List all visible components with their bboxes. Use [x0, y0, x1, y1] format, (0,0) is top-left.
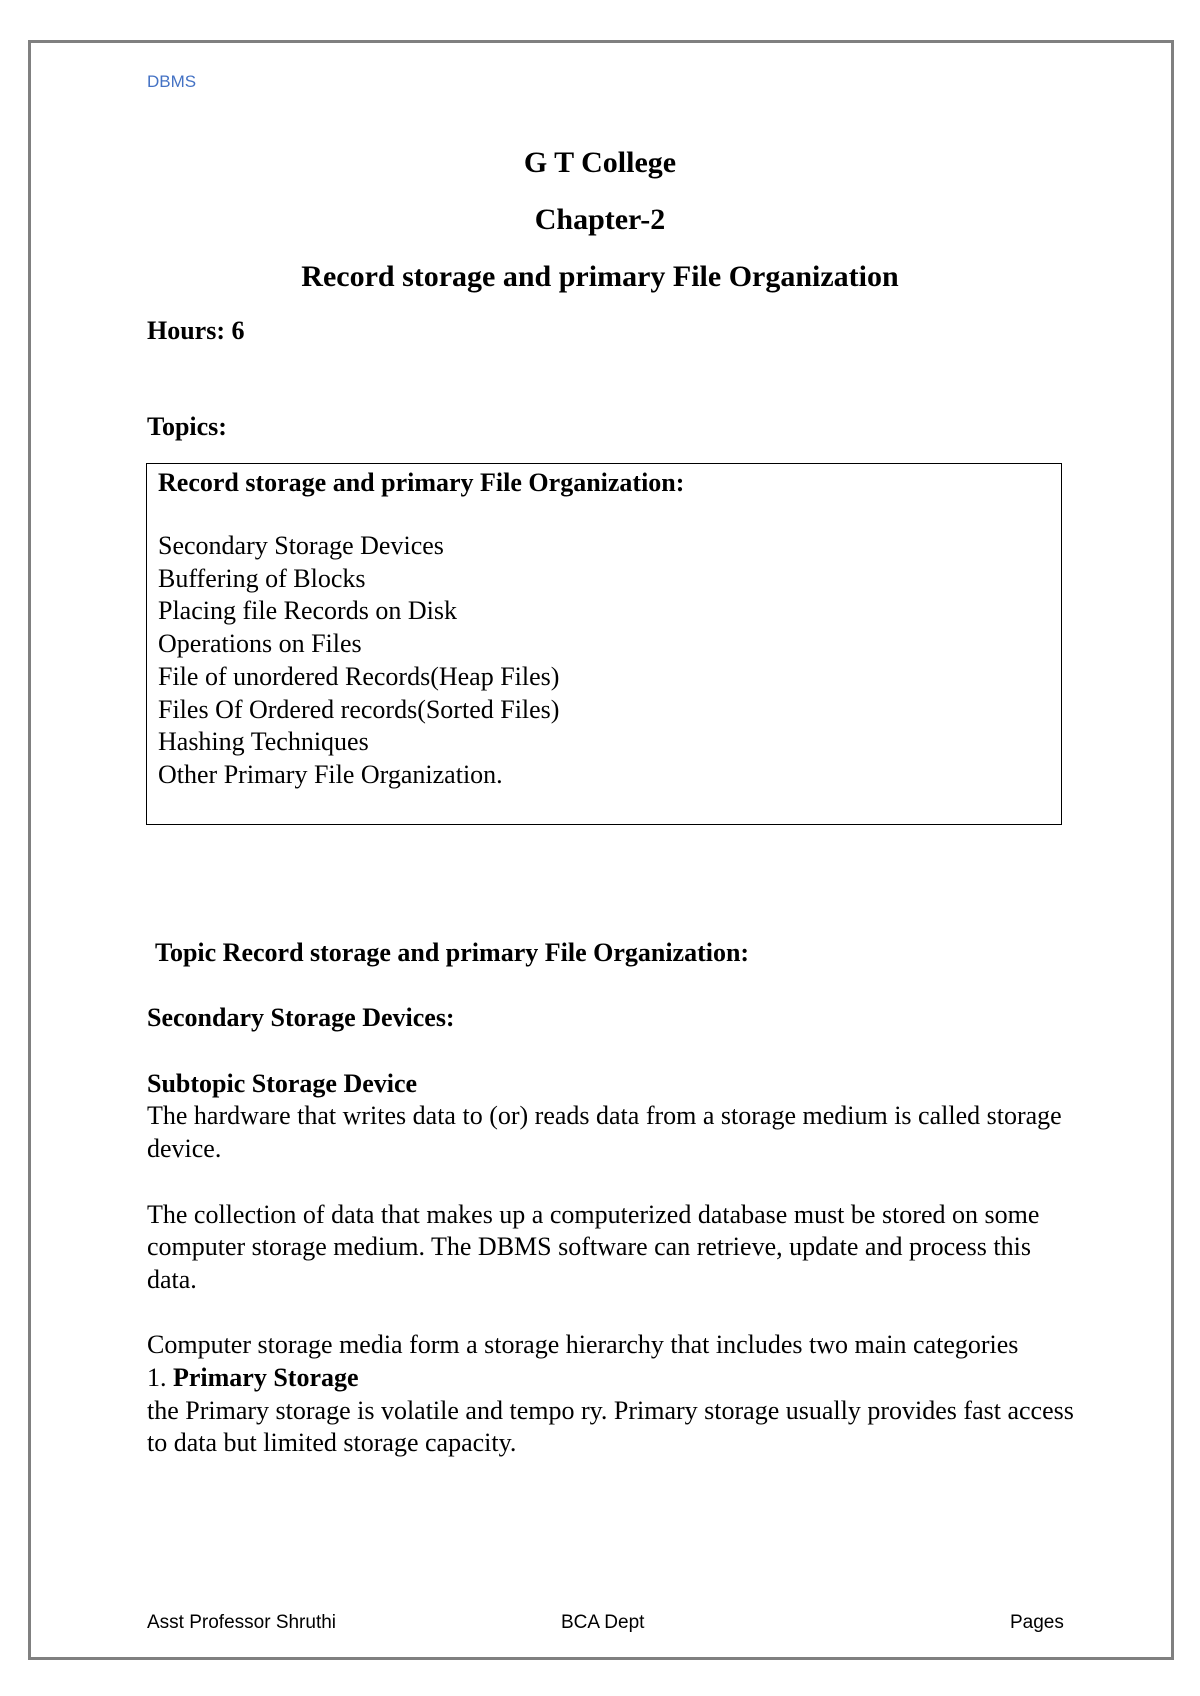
- numbered-heading: [147, 1362, 1077, 1395]
- list-item: Buffering of Blocks: [158, 563, 366, 593]
- topic-heading: Topic Record storage and primary File Organization:: [155, 938, 750, 967]
- list-item: Secondary Storage Devices: [158, 531, 444, 560]
- chapter-number: Chapter-2: [534, 203, 666, 236]
- topics-list: [158, 530, 559, 792]
- list-item: Files Of Ordered records(Sorted Files): [158, 694, 560, 724]
- subtopic-heading: Subtopic Storage Device: [147, 1068, 418, 1098]
- chapter-title: Record storage and primary File Organization: [301, 260, 899, 293]
- college-name: G T College: [523, 146, 677, 179]
- footer-author: Asst Professor Shruthi: [147, 1612, 337, 1633]
- list-item: Other Primary File Organization.: [158, 759, 503, 789]
- paragraph: Computer storage media form a storage hierarchy that includes two main categories: [147, 1330, 1019, 1360]
- item-number: 1.: [147, 1363, 167, 1393]
- list-item: File of unordered Records(Heap Files): [158, 661, 560, 691]
- topics-label: Topics:: [147, 412, 227, 441]
- hours-label: Hours: 6: [147, 316, 245, 345]
- item-heading: Primary Storage: [173, 1363, 359, 1393]
- topics-box-heading: Record storage and primary File Organization:: [158, 468, 685, 497]
- paragraph: The collection of data that makes up a computerized database must be stored on some computer storage medium. The DBMS software can retrieve, update and process this data.: [147, 1199, 1040, 1294]
- section-heading: Secondary Storage Devices:: [147, 1003, 455, 1033]
- list-item: Hashing Techniques: [158, 727, 369, 757]
- footer-department: BCA Dept: [561, 1612, 645, 1633]
- paragraph: the Primary storage is volatile and tempo ry. Primary storage usually provides fast access to data but limited storage capacity.: [147, 1395, 1074, 1458]
- paragraph: The hardware that writes data to (or) reads data from a storage medium is called storage device.: [147, 1101, 1062, 1164]
- document-body: [147, 937, 1077, 1460]
- footer-pages: Pages: [1010, 1612, 1064, 1633]
- topics-box: [146, 463, 1062, 825]
- list-item: Placing file Records on Disk: [158, 596, 457, 626]
- header-label: DBMS: [147, 72, 197, 91]
- list-item: Operations on Files: [158, 629, 362, 659]
